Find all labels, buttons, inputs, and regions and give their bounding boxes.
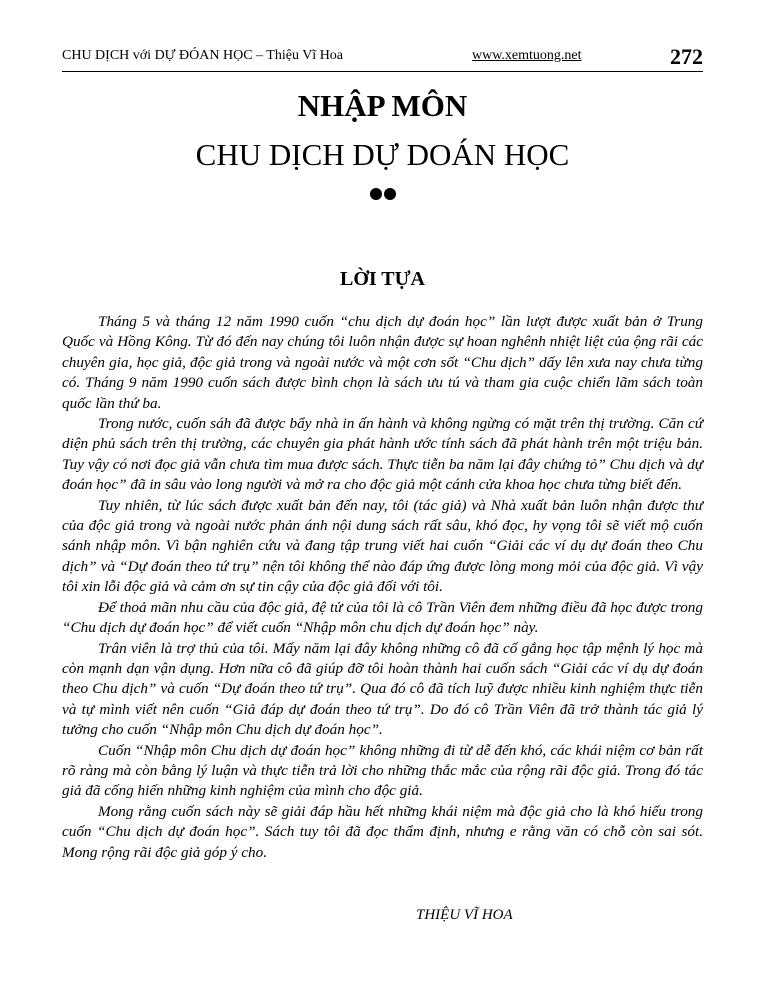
ornament-dots: [0, 188, 765, 200]
paragraph: Trân viên là trợ thủ của tôi. Mấy năm lại đây không những cô đã cố gắng học tập mệnh lý học mà còn mạnh dạn vận dụng. Hơn nữa cô đã giúp đỡ tôi hoàn thành hai cuốn sách “Giải các ví dụ dự đoán theo Chu dịch” và cuốn “Dự đoán theo tứ trụ”. Qua đó cô đã tích luỹ được nhiều kinh nghiệm thực tiễn và tự mình viết nên cuốn “Giả đáp dự đoán theo tứ trụ”. Do đó cô Trần Viên đã trở thành tác giả lý tưởng cho cuốn “Nhập môn Chu dịch dự đoán học”.: [62, 639, 703, 739]
paragraph: Mong rằng cuốn sách này sẽ giải đáp hầu hết những khái niệm mà độc giả cho là khó hiểu trong cuốn “Chu dịch dự đoán học”. Sách tuy tôi đã đọc thẩm định, nhưng e rằng văn có chỗ còn sai sót. Mong rộng rãi độc giả góp ý cho.: [62, 802, 703, 861]
page-number: 272: [670, 44, 703, 69]
section-heading: LỜI TỰA: [339, 268, 426, 290]
ornament-dot: [370, 188, 382, 200]
paragraph: Cuốn “Nhập môn Chu dịch dự đoán học” không những đi từ dễ đến khó, các khái niệm cơ bản rất rõ ràng mà còn bằng lý luận và thực tiễn trả lời cho những thắc mắc của rộng rãi độc giả. Trong đó tác giả đã cống hiến những kinh nghiệm của mình cho độc giả.: [62, 741, 703, 800]
preface-body: [62, 312, 703, 863]
author-signature: THIỆU VĨ HOA: [416, 907, 513, 923]
page-header: [62, 44, 703, 78]
paragraph: Tháng 5 và tháng 12 năm 1990 cuốn “chu dịch dự đoán học” lần lượt được xuất bản ở Trung Quốc và Hồng Kông. Từ đó đến nay chúng tôi luôn nhận được sự hoan nghênh nhiệt liệt của ộng rãi các chuyên gia, học giả, độc giả trong và ngoài nước và một cơn sốt “Chu dịch” dấy lên xưa nay chưa từng có. Tháng 9 năm 1990 cuốn sách được bình chọn là sách ưu tú và tham gia cuộc chiển lãm sách toàn quốc lần thứ ba.: [62, 313, 703, 412]
chapter-title-line2: CHU DỊCH DỰ DOÁN HỌC: [195, 137, 570, 172]
paragraph: Trong nước, cuốn sáh đã được bẩy nhà in ấn hành và không ngừng có mặt trên thị trường. Căn cứ diện phủ sách trên thị trường, các chuyên gia phát hành ước tính sách đã phát hành trên một triệu bản. Tuy vậy có nơi đọc giả vẫn chưa tìm mua được sách. Thực tiễn ba năm lại đây chứng tỏ” Chu dịch và dự đoán học” đã in sâu vào long người và mở ra cho độc giả một cánh cửa khoa học chưa từng biết đến.: [62, 415, 703, 494]
paragraph: Tuy nhiên, từ lúc sách được xuất bản đến nay, tôi (tác giả) và Nhà xuất bản luôn nhận được thư của độc giả trong và ngoài nước phản ánh nội dung sách rất sâu, khó đọc, hy vọng tôi sẽ viết mộ cuốn sánh nhập môn. Vì bận nghiên cứu và đang tập trung viết hai cuốn “Giải các ví dụ dự đoán theo Chu dịch” và “Dự đoán theo tứ trụ” nện tôi không thể nào đáp ứng được lòng mong mỏi của độc giả. Vì vậy tôi xin lỗi độc giả và cảm ơn sự tin cậy của độc giả đối với tôi.: [62, 496, 703, 596]
chapter-title-line1: NHẬP MÔN: [297, 88, 468, 123]
header-divider: [62, 71, 703, 72]
ornament-dot: [384, 188, 396, 200]
website-link[interactable]: www.xemtuong.net: [472, 48, 582, 63]
paragraph: Để thoả mãn nhu cầu của độc giả, đệ tử của tôi là cô Trần Viên đem những điều đã học được trong “Chu dịch dự đoán học” để viết cuốn “Nhập môn chu dịch dự đoán học” này.: [62, 598, 703, 637]
book-title: CHU DỊCH với DỰ ĐÓAN HỌC – Thiệu Vĩ Hoa: [62, 48, 344, 63]
